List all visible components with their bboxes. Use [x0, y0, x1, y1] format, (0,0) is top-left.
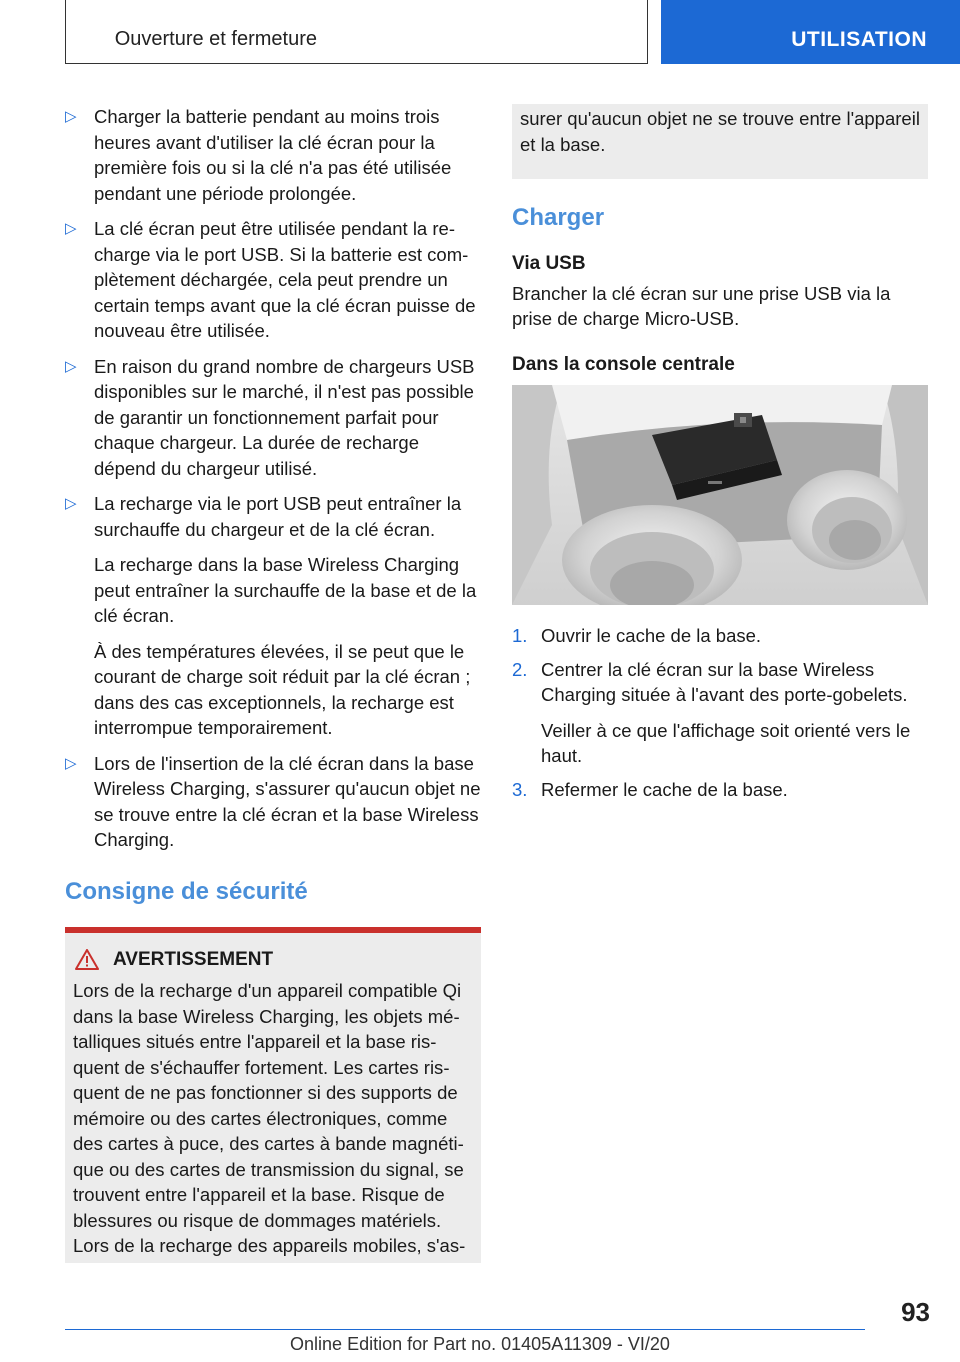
step-text: Veiller à ce que l'affichage soit orienté vers le haut. [541, 719, 911, 766]
triangle-bullet-icon: ▷ [65, 495, 77, 512]
charge-heading: Charger [512, 204, 605, 231]
step-item [512, 623, 928, 649]
step-item [512, 777, 928, 803]
step-number: 1. [512, 625, 528, 646]
header-chapter-title: UTILISATION [791, 28, 927, 51]
bullet-item [65, 216, 481, 344]
bullet-item [65, 104, 481, 206]
bullet-text: Lors de l'insertion de la clé écran dans la base Wireless Charging, s'assurer qu'aucun objet ne se trouve entre la clé écran et la base Wireless Charging. [94, 752, 481, 850]
triangle-bullet-icon: ▷ [65, 220, 77, 237]
bullet-text: La recharge dans la base Wireless Charging peut entraîner la surchauffe de la base et de la clé écran. [94, 554, 477, 626]
safety-heading: Consigne de sécurité [65, 877, 308, 905]
step-text: Ouvrir le cache de la base. [541, 625, 762, 646]
bullet-text: En raison du grand nombre de chargeurs USB disponibles sur le marché, il n'est pas possible de garantir un fonctionnement parfait pour chaque chargeur. La durée de recharge dépend du chargeur utilisé. [94, 355, 475, 479]
bullet-text: La clé écran peut être utilisée pendant la recharge via le port USB. Si la batterie est complètement déchargée, cela peut prendre un certain temps avant que la clé écran puisse de nouveau être utilisée. [94, 218, 476, 341]
step-item [512, 657, 928, 769]
step-number: 2. [512, 658, 528, 680]
bullet-item [65, 751, 481, 853]
center-console-photo [512, 385, 928, 605]
warning-title-row [73, 947, 473, 973]
triangle-bullet-icon: ▷ [65, 108, 77, 125]
warning-box-continuation [512, 104, 928, 179]
console-heading: Dans la console centrale [512, 353, 735, 375]
header-section-title: Ouverture et fermeture [114, 28, 317, 50]
bullet-text: La recharge via le port USB peut entraîner la surchauffe du chargeur et de la clé écran. [94, 493, 462, 540]
step-text: Refermer le cache de la base. [541, 778, 788, 800]
triangle-bullet-icon: ▷ [65, 754, 77, 772]
bullet-text: À des températures élevées, il se peut que le courant de charge soit réduit par la clé écran ; dans des cas exceptionnels, la recharge est interrompue temporairement. [94, 640, 471, 738]
page-number: 93 [901, 1297, 930, 1327]
left-column [65, 104, 481, 1263]
usb-heading: Via USB [512, 253, 586, 274]
bullet-item [65, 491, 481, 741]
triangle-bullet-icon: ▷ [65, 357, 77, 375]
step-number: 3. [512, 778, 528, 800]
right-column [512, 104, 928, 810]
footer-edition-text: Online Edition for Part no. 01405A11309 - VI/20 [290, 1334, 670, 1354]
warning-title: AVERTISSEMENT [113, 948, 274, 970]
header-chapter-tab [661, 0, 960, 64]
step-text: Centrer la clé écran sur la base Wireless Charging située à l'avant des porte-gobelets. [541, 658, 908, 705]
warning-box [65, 933, 481, 1263]
warning-triangle-icon [75, 949, 99, 970]
footer-divider [65, 1329, 865, 1330]
header-frame [65, 0, 648, 64]
bullet-item [65, 354, 481, 482]
warning-continuation-text: surer qu'aucun objet ne se trouve entre l'appareil et la base. [520, 108, 920, 155]
usb-text: Brancher la clé écran sur une prise USB via la prise de charge Micro-USB. [512, 282, 891, 329]
warning-text: Lors de la recharge d'un appareil compatible Qi dans la base Wireless Charging, les objets métalliques situés entre l'appareil et la base risquent de s'échauffer fortement. Les cartes risquent de ne pas fonctionner si des supports de mémoire ou des cartes électroniques, comme des cartes à puce, des cartes à bande magnétique ou des cartes de transmission du signal, se trouvent entre l'appareil et la base. Risque de blessures ou risque de dommages matériels. Lors de la recharge des appareils mobiles, s'as- [73, 980, 466, 1256]
bullet-text: Charger la batterie pendant au moins trois heures avant d'utiliser la clé écran pour la première fois ou si la clé n'a pas été utilisée pendant une période prolongée. [94, 106, 452, 204]
